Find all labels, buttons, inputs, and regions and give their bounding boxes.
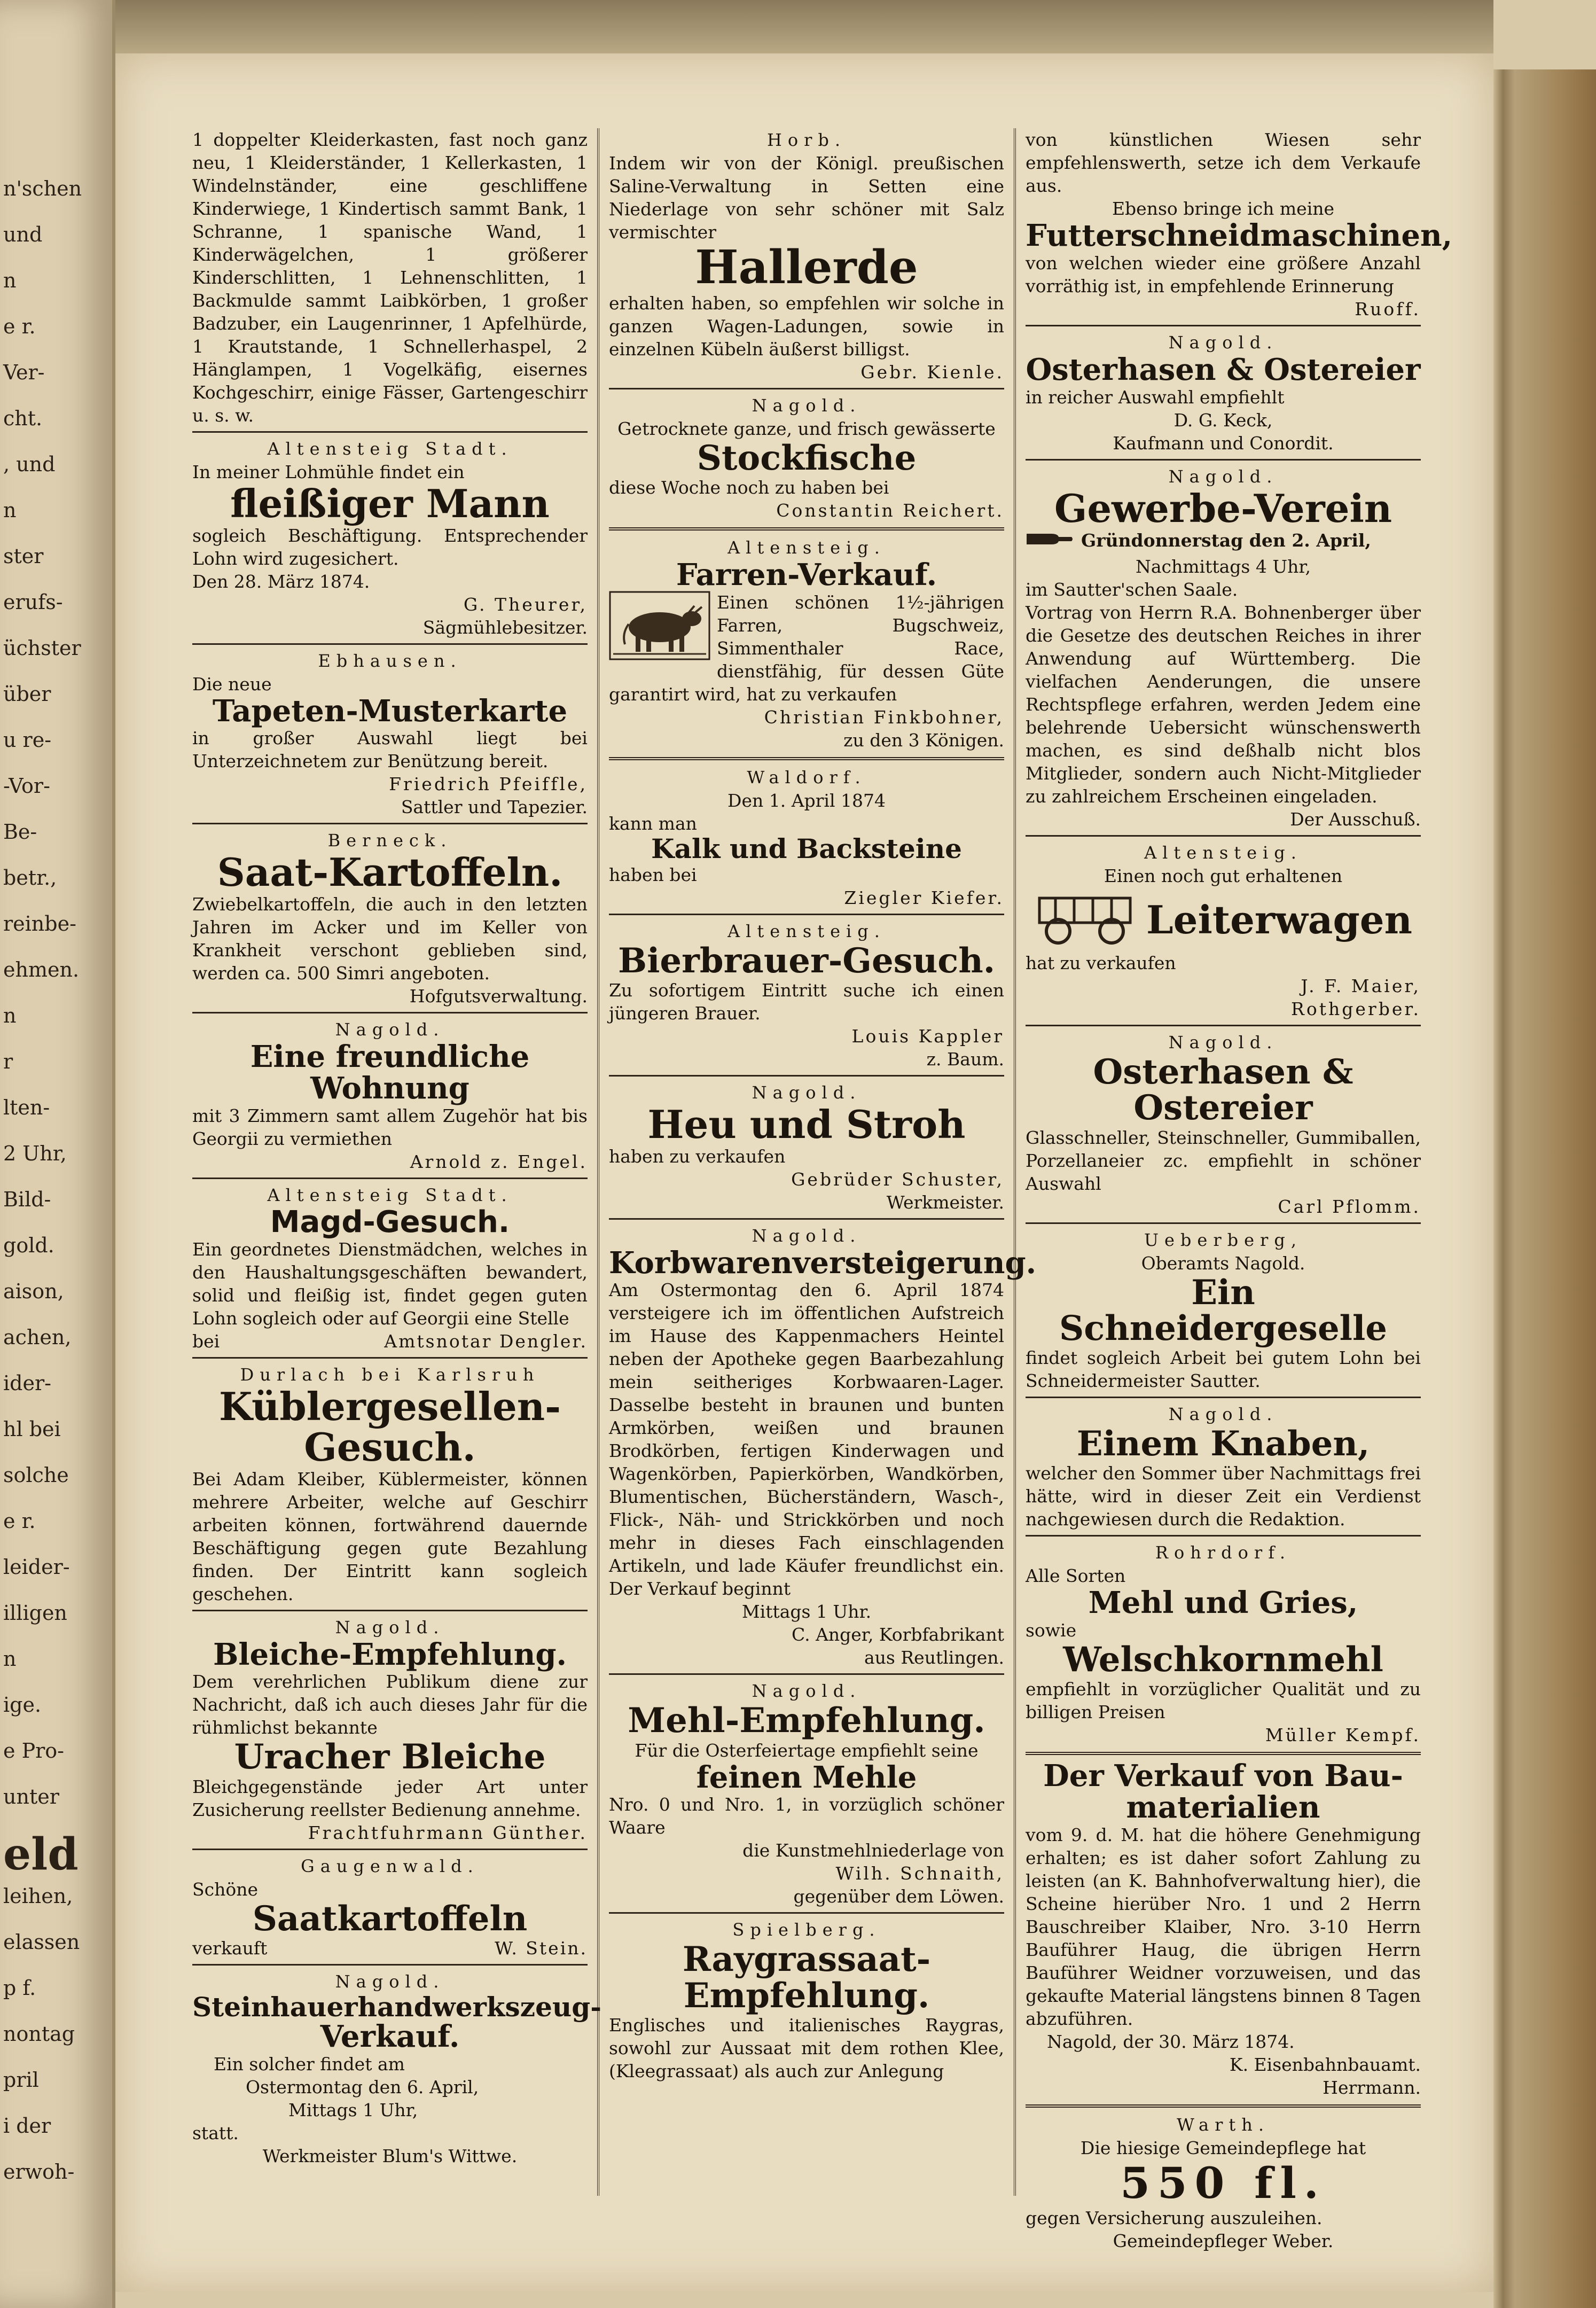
- divider: [1026, 1397, 1421, 1398]
- divider: [609, 1075, 1004, 1077]
- ad-headline: Osterhasen & Ostereier: [1026, 352, 1421, 387]
- ad-maid-wanted: [192, 1183, 588, 1353]
- ad-body: in reicher Auswahl empfiehlt: [1026, 386, 1285, 408]
- divider: [1026, 1025, 1421, 1026]
- previous-page-fragment: lten-: [3, 1096, 50, 1119]
- previous-page-fragment: i der: [3, 2114, 51, 2138]
- divider: [609, 757, 1004, 760]
- ad-body: 1 doppelter Kleiderkasten, fast noch ganz neu, 1 Kleiderständer, 1 Kellerkasten, 1 Windelnständer, eine geschliffene Kinderwiege, 1 Kindertisch sammt Bank, 1 Schranne, 1 spanische Wand, 1 Kinderwägelchen, 1 größerer Kinderschlitten, 1 Lehnenschlitten, 1 Backmulde sammt Laibkörben, 1 großer Badzuber, ein Laugenrinner, 1 Apfelhürde, 1 Krautstande, 1 Schnellerhaspel, 2 Hänglampen, 1 Vogelkäfig, eisernes Kochgeschirr, einige Fässer, Gartengeschirr u. s. w.: [192, 129, 588, 426]
- previous-page-fragment: Be-: [3, 820, 37, 844]
- divider: [609, 1912, 1004, 1914]
- ad-where: im Sautter'schen Saale.: [1026, 579, 1238, 601]
- ad-body: vom 9. d. M. hat die höhere Genehmigung erhalten; es ist daher sofort Zahlung zu leisten (an K. Bahnhofverwaltung hier), die Scheine hierüber Nro. 1 und 2 Herrn Bauschreiber Klaiber, Nro. 3-10 Herrn Bauführer Haug, die übrigen Herrn Bauführer Weidner vorzuweisen, und das gekaufte Material längstens binnen 8 Tagen abzuführen.: [1026, 1824, 1421, 2029]
- ad-headline: Korbwarenversteigerung.: [609, 1245, 1037, 1281]
- column-divider: [597, 128, 599, 2196]
- ad-signature-title: Herrmann.: [1323, 2077, 1421, 2098]
- ad-place: Ueberberg,: [1144, 1229, 1302, 1250]
- ad-headline: Mehl und Gries,: [1088, 1585, 1358, 1621]
- ad-signature-title: gegenüber dem Löwen.: [793, 1886, 1004, 1907]
- previous-page-fragment: ider-: [3, 1371, 51, 1395]
- ad-bull-sale: [609, 536, 1004, 752]
- ad-signature-prefix: verkauft: [192, 1937, 268, 1959]
- ad-bleaching: [192, 1616, 588, 1844]
- ad-subplace: Oberamts Nagold.: [1141, 1252, 1305, 1274]
- ad-headline: Saat-Kartoffeln.: [217, 849, 563, 895]
- ad-headline-continued: materialien: [1126, 1789, 1320, 1825]
- ad-body: sogleich Beschäftigung. Entsprechender Lohn wird zugesichert.: [192, 525, 588, 569]
- ad-line: statt.: [192, 2123, 239, 2144]
- ad-body: Vortrag von Herrn R.A. Bohnenberger über die Gesetze des deutschen Reiches in ihrer Anwendung auf Württemberg. Die vielfachen Aenderungen, die unsere Rechtspflege erfahren, werden Jedem eine belehrende Uebersicht wünschenswerth machen, es sind deßhalb nicht blos Mitglieder, sondern auch Nicht-Mitglieder zu zahlreichem Erscheinen eingeladen.: [1026, 602, 1421, 807]
- divider: [1026, 1535, 1421, 1537]
- previous-page-fragment: n: [3, 1004, 17, 1027]
- ad-subheadline: Uracher Bleiche: [234, 1737, 546, 1777]
- ad-signature-title: zu den 3 Königen.: [843, 730, 1004, 751]
- previous-page-fragment: leihen,: [3, 1884, 73, 1908]
- column-2: [609, 128, 1037, 2083]
- previous-page-fragment: n'schen: [3, 177, 82, 200]
- ad-intro: Einen noch gut erhaltenen: [1104, 865, 1343, 887]
- ad-headline-row: [1026, 887, 1421, 952]
- wagon-icon: [1034, 887, 1136, 952]
- ad-wallpaper-samples: [192, 649, 588, 819]
- divider: [192, 1357, 588, 1359]
- ad-seed-potatoes-2: [192, 1854, 588, 1960]
- ad-subheadline: Welschkornmehl: [1063, 1639, 1383, 1680]
- ad-building-materials: [1026, 1760, 1421, 2099]
- ad-body: Die hiesige Gemeindepflege hat: [1080, 2137, 1366, 2158]
- ad-intro: Getrocknete ganze, und frisch gewässerte: [617, 418, 996, 440]
- divider: [1026, 2104, 1421, 2108]
- ad-line: Ostermontag den 6. April,: [246, 2077, 479, 2098]
- ad-ladder-wagon: [1026, 841, 1421, 1020]
- ad-body: Bei Adam Kleiber, Küblermeister, können mehrere Arbeiter, welche auf Geschirr arbeiten können, fortwährend dauernde Beschäftigung gegen gute Bezahlung finden. Der Eintritt kann sogleich geschehen.: [192, 1468, 588, 1604]
- ad-signature: Gebrüder Schuster,: [791, 1168, 1004, 1190]
- divider: [1026, 1752, 1421, 1755]
- ad-body: Indem wir von der Königl. preußischen Saline-Verwaltung in Setten eine Niederlage von sehr schöner mit Salz vermischter: [609, 153, 1004, 243]
- previous-page-fragment: solche: [3, 1463, 69, 1487]
- ad-signature: G. Theurer,: [463, 594, 588, 615]
- ad-body: Glasschneller, Steinschneller, Gummiballen, Porzellaneier zc. empfiehlt in schöner Auswahl: [1026, 1127, 1421, 1194]
- divider: [192, 1849, 588, 1850]
- ad-signature-row: [192, 1330, 588, 1353]
- ad-ryegrass: [609, 1918, 1004, 2082]
- ad-signature: D. G. Keck,: [1173, 409, 1273, 431]
- previous-page-fragment: , und: [3, 453, 56, 476]
- ad-signature: Müller Kempf.: [1265, 1725, 1421, 1746]
- ad-stockfish: [609, 394, 1004, 522]
- ad-stonemason-tools: [192, 1970, 601, 2167]
- ad-easter-goods-2: [1026, 1031, 1421, 1218]
- previous-page-fragment: ige.: [3, 1693, 42, 1717]
- divider: [609, 388, 1004, 389]
- ad-place: Nagold.: [752, 1681, 862, 1702]
- ad-place: Nagold.: [752, 1082, 862, 1103]
- ad-signature-title: Werkmeister.: [886, 1191, 1004, 1213]
- ad-headline: Stockfische: [697, 438, 917, 479]
- ad-place: Nagold.: [1168, 466, 1278, 487]
- ad-signature: Friedrich Pfeiffle,: [389, 774, 588, 795]
- previous-page-fragment: e r.: [3, 315, 36, 338]
- ad-signature: J. F. Maier,: [1301, 976, 1421, 997]
- divider: [192, 1012, 588, 1013]
- ad-signature: K. Eisenbahnbauamt.: [1229, 2054, 1421, 2075]
- divider: [609, 1218, 1004, 1220]
- ad-headline: Leiterwagen: [1146, 897, 1412, 943]
- ad-body: findet sogleich Arbeit bei gutem Lohn bei Schneidermeister Sautter.: [1026, 1347, 1421, 1391]
- previous-page-fragment: eld: [3, 1829, 79, 1880]
- ad-body: diese Woche noch zu haben bei: [609, 477, 889, 498]
- ad-headline: Farren-Verkauf.: [676, 557, 937, 593]
- ad-when: Gründonnerstag den 2. April,: [1081, 530, 1371, 551]
- ad-place: Nagold.: [335, 1971, 445, 1992]
- ad-cooper-journeyman: [192, 1363, 588, 1605]
- ad-body: Einen schönen 1½-jährigen Farren, Bugschweiz, Simmenthaler Race, dienstfähig, für dessen Güte garantirt wird, hat zu verkaufen: [609, 592, 1004, 705]
- ad-body: welcher den Sommer über Nachmittags frei hätte, wird in dieser Zeit ein Verdienst nachgewiesen durch die Redaktion.: [1026, 1463, 1421, 1530]
- ad-place: Nagold.: [752, 1225, 862, 1246]
- previous-page-fragment: n: [3, 269, 17, 292]
- ad-intro: Die neue: [192, 673, 272, 695]
- ad-headline-continued: Verkauf.: [320, 2019, 460, 2055]
- ad-signature: Der Ausschuß.: [1290, 809, 1421, 830]
- ad-place: Altensteig.: [727, 537, 886, 558]
- ad-signature: Carl Pflomm.: [1278, 1196, 1421, 1217]
- ad-body: Ein geordnetes Dienstmädchen, welches in den Haushaltungsgeschäften bewandert, solid und fleißig ist, findet gegen guten Lohn sogleich oder auf Georgii eine Stelle: [192, 1239, 588, 1329]
- ad-body: Zu sofortigem Eintritt suche ich einen jüngeren Brauer.: [609, 979, 1004, 1024]
- pointing-hand-icon: [1026, 528, 1074, 555]
- ad-place: Nagold.: [752, 395, 862, 416]
- previous-page-fragment: hl bei: [3, 1417, 61, 1441]
- previous-page-fragment: ster: [3, 544, 44, 568]
- previous-page-fragment: elassen: [3, 1930, 80, 1954]
- bull-icon: [609, 591, 710, 666]
- top-edge-shadow: [115, 0, 1493, 53]
- ad-seed-potatoes: [192, 829, 588, 1008]
- ad-headline: Heu und Stroh: [647, 1101, 966, 1147]
- ad-headline: Bleiche-Empfehlung.: [213, 1636, 567, 1672]
- ad-subheadline: feinen Mehle: [696, 1759, 917, 1795]
- ad-place: Durlach bei Karlsruh: [240, 1364, 540, 1385]
- ad-signature: Louis Kappler: [851, 1025, 1004, 1047]
- ad-body-2: die Kunstmehlniederlage von: [742, 1840, 1004, 1861]
- ad-body: Englisches und italienisches Raygras, sowohl zur Aussaat mit dem rothen Klee, (Kleegrassaat) als auch zur Anlegung: [609, 2014, 1004, 2081]
- previous-page-fragment: über: [3, 682, 51, 706]
- ad-headline: Mehl-Empfehlung.: [628, 1701, 985, 1741]
- ad-headline: Magd-Gesuch.: [270, 1204, 510, 1239]
- ad-lime-bricks: [609, 766, 1004, 909]
- ad-place: Altensteig Stadt.: [267, 439, 513, 459]
- ad-place: Gaugenwald.: [301, 1855, 479, 1876]
- previous-page-fragment: reinbe-: [3, 912, 76, 935]
- ad-place: Altensteig.: [727, 921, 886, 941]
- ad-intro: Ebenso bringe ich meine: [1112, 198, 1335, 219]
- ad-time: Mittags 1 Uhr.: [741, 1601, 872, 1623]
- divider: [1026, 1222, 1421, 1224]
- previous-page-fragment: achen,: [3, 1325, 72, 1349]
- ad-intro: In meiner Lohmühle findet ein: [192, 462, 465, 482]
- ad-signature: Gemeindepfleger Weber.: [1113, 2230, 1334, 2251]
- previous-page-fragment: gold.: [3, 1234, 54, 1257]
- divider: [192, 431, 588, 433]
- ad-line: Ein solcher findet am: [214, 2054, 405, 2075]
- ad-headline-continued: Empfehlung.: [683, 1975, 930, 2016]
- ad-signature-title: Sägmühlebesitzer.: [423, 617, 588, 638]
- ad-headline: Osterhasen & Ostereier: [1093, 1052, 1354, 1128]
- ad-apartment: [192, 1018, 588, 1173]
- ad-loan: [1026, 2113, 1421, 2252]
- ad-signature: Ziegler Kiefer.: [844, 887, 1004, 908]
- divider: [192, 1610, 588, 1611]
- ad-place: Altensteig Stadt.: [267, 1184, 513, 1205]
- divider: [1026, 835, 1421, 837]
- ad-place: Nagold.: [335, 1019, 445, 1040]
- previous-page-fragment: u re-: [3, 728, 52, 752]
- ad-body: Am Ostermontag den 6. April 1874 versteigere ich im öffentlichen Aufstreich im Hause des Kappenmachers Heintel neben der Apotheke gegen Baarbezahlung mein seitheriges Korbwaaren-Lager. Dasselbe besteht in braunen und bunten Armkörben, weißen und braunen Brodkörben, fertigen Kinderwagen und Wagenkörben, Papierkörben, Wandkörben, Blumentischen, Bücherständern, Wasch-, Flick-, Näh- und Strickkörben und noch mehr in dieses Fach einschlagenden Artikeln, und lade Käufer freundlichst ein. Der Verkauf beginnt: [609, 1280, 1004, 1600]
- ad-body: Nro. 0 und Nro. 1, in vorzüglich schöner Waare: [609, 1794, 1004, 1838]
- column-1: [192, 128, 601, 2167]
- ad-body: Zwiebelkartoffeln, die auch in den letzten Jahren im Acker und im Keller von Krankheit verschont geblieben sind, werden ca. 500 Simri angeboten.: [192, 893, 588, 984]
- ad-hallerde: [609, 128, 1004, 384]
- ad-headline: Hallerde: [695, 240, 918, 294]
- previous-page-fragment: leider-: [3, 1555, 70, 1579]
- ad-place: Horb.: [766, 130, 847, 150]
- ad-signature: Amtsnotar Dengler.: [384, 1331, 588, 1352]
- ad-place: Nagold.: [1168, 1032, 1278, 1053]
- ad-signature: Arnold z. Engel.: [410, 1151, 588, 1172]
- previous-page-fragment: 2 Uhr,: [3, 1142, 67, 1165]
- ad-headline-continued: Gesuch.: [304, 1424, 476, 1470]
- ad-headline: Saatkartoffeln: [252, 1898, 528, 1939]
- ad-line: Mittags 1 Uhr,: [288, 2100, 418, 2121]
- ad-body: Dem verehrlichen Publikum diene zur Nachricht, daß ich auch dieses Jahr für die rühmlichst bekannte: [192, 1671, 588, 1738]
- previous-page-fragment: e r.: [3, 1509, 36, 1533]
- book-edge: [1493, 69, 1596, 2308]
- ad-headline: Futterschneidmaschinen,: [1026, 218, 1453, 253]
- ad-place: Waldorf.: [747, 767, 866, 788]
- ad-headline: Raygrassaat-: [682, 1939, 931, 1980]
- ad-date: Den 1. April 1874: [727, 790, 886, 812]
- ad-signature: Constantin Reichert.: [776, 500, 1004, 521]
- ad-flour: [609, 1679, 1004, 1908]
- ad-signature: Werkmeister Blum's Wittwe.: [262, 2146, 518, 2167]
- ad-intro: Alle Sorten: [1026, 1565, 1126, 1587]
- previous-page-fragment: unter: [3, 1785, 59, 1808]
- ad-place: Altensteig.: [1144, 843, 1302, 863]
- ad-signature: Christian Finkbohner,: [764, 707, 1004, 728]
- previous-page-fragment: pril: [3, 2068, 39, 2092]
- ad-place: Rohrdorf.: [1155, 1542, 1292, 1563]
- ad-body: mit 3 Zimmern samt allem Zugehör hat bis Georgii zu vermiethen: [192, 1105, 588, 1149]
- previous-page-fragment: üchster: [3, 636, 81, 660]
- ad-date: Den 28. März 1874.: [192, 571, 370, 592]
- ad-place: Nagold.: [1168, 1403, 1278, 1424]
- ad-hay-straw: [609, 1081, 1004, 1214]
- previous-page-fragment: p f.: [3, 1976, 36, 2000]
- ad-amount: 550 fl.: [1120, 2157, 1326, 2208]
- ad-body-2: Bleichgegenstände jeder Art unter Zusicherung reellster Bedienung annehme.: [192, 1776, 588, 1820]
- previous-page-fragment: Ver-: [3, 361, 45, 384]
- divider: [192, 643, 588, 645]
- ad-body: haben zu verkaufen: [609, 1145, 786, 1167]
- ad-basketware-auction: [609, 1224, 1037, 1670]
- ad-laborer-wanted: [192, 437, 588, 639]
- previous-page-fragment: aison,: [3, 1280, 64, 1303]
- ad-body-2: gegen Versicherung auszuleihen.: [1026, 2207, 1323, 2228]
- previous-page-fragment: -Vor-: [3, 774, 50, 798]
- ad-headline: Bierbrauer-Gesuch.: [617, 940, 996, 981]
- ad-body: in großer Auswahl liegt bei Unterzeichnetem zur Benützung bereit.: [192, 728, 588, 772]
- previous-page-fragment: nontag: [3, 2022, 75, 2046]
- ad-headline: Der Verkauf von Bau-: [1043, 1758, 1403, 1794]
- divider: [192, 1964, 588, 1966]
- ad-signature-title: aus Reutlingen.: [864, 1647, 1004, 1668]
- ad-place: Nagold.: [1168, 332, 1278, 353]
- ad-easter-goods: [1026, 331, 1421, 455]
- ad-flour-grits: [1026, 1541, 1421, 1746]
- ad-signature: C. Anger, Korbfabrikant: [792, 1624, 1004, 1646]
- ad-headline: Steinhauerhandwerkszeug-: [192, 1991, 601, 2023]
- ad-headline: Küblergesellen-: [218, 1384, 561, 1430]
- previous-page-fragment: erwoh-: [3, 2160, 75, 2184]
- previous-page-fragment: illigen: [3, 1601, 67, 1625]
- column-divider: [1014, 128, 1016, 2196]
- divider: [192, 1178, 588, 1179]
- ad-trade-association: [1026, 465, 1421, 831]
- ad-place: Spielberg.: [732, 1920, 881, 1940]
- divider: [609, 1673, 1004, 1675]
- ad-when-row: [1026, 528, 1421, 555]
- ad-tailor-journeyman: [1026, 1228, 1421, 1392]
- ad-signature: Gebr. Kienle.: [860, 362, 1004, 383]
- previous-page-fragment: und: [3, 223, 43, 246]
- divider: [1026, 459, 1421, 461]
- divider: [1026, 325, 1421, 326]
- ad-body: haben bei: [609, 864, 697, 885]
- ad-brewer-wanted: [609, 919, 1004, 1071]
- previous-page-fragment: erufs-: [3, 590, 63, 614]
- ad-signature: Hofgutsverwaltung.: [409, 985, 588, 1007]
- previous-page-fragment: e Pro-: [3, 1739, 65, 1763]
- previous-page-fragment: betr.,: [3, 866, 57, 890]
- ad-signature-prefix: bei: [192, 1331, 220, 1352]
- ad-headline: fleißiger Mann: [230, 481, 550, 526]
- ad-signature-title: Kaufmann und Conordit.: [1113, 432, 1334, 454]
- ad-body: von künstlichen Wiesen sehr empfehlenswerth, setze ich dem Verkaufe aus.: [1026, 129, 1421, 196]
- ad-signature: Frachtfuhrmann Günther.: [308, 1822, 588, 1843]
- previous-page-fragment: r: [3, 1050, 13, 1073]
- ad-fodder-cutters: [1026, 128, 1453, 321]
- previous-page-fragment: cht.: [3, 407, 43, 430]
- ad-signature: Wilh. Schnaith,: [835, 1863, 1004, 1884]
- ad-headline: Gewerbe-Verein: [1054, 485, 1392, 531]
- ad-signature-title: Rothgerber.: [1291, 999, 1421, 1020]
- ad-time: Nachmittags 4 Uhr,: [1135, 556, 1311, 578]
- divider: [609, 527, 1004, 531]
- previous-page-fragment: n: [3, 498, 17, 522]
- ad-headline: Kalk und Backsteine: [651, 833, 962, 865]
- previous-page-fragment: n: [3, 1647, 17, 1671]
- ad-boy-wanted: [1026, 1402, 1421, 1531]
- previous-page-fragment: Bild-: [3, 1188, 51, 1211]
- ad-intro: Schöne: [192, 1878, 258, 1900]
- column-3: [1026, 128, 1453, 2252]
- ad-body: sowie: [1026, 1619, 1077, 1641]
- ad-signature: W. Stein.: [495, 1937, 588, 1959]
- divider: [609, 914, 1004, 915]
- ad-place: Berneck.: [327, 830, 452, 851]
- ad-signature: Ruoff.: [1355, 298, 1421, 319]
- ad-place: Nagold.: [335, 1617, 445, 1638]
- ad-body: hat zu verkaufen: [1026, 953, 1176, 974]
- previous-page-fragment: ehmen.: [3, 958, 80, 981]
- ad-body-2: von welchen wieder eine größere Anzahl vorräthig ist, in empfehlende Erinnerung: [1026, 252, 1421, 297]
- ad-signature-title: Sattler und Tapezier.: [401, 797, 588, 818]
- ad-signature-row: [192, 1937, 588, 1960]
- divider: [192, 823, 588, 824]
- ad-date: Nagold, der 30. März 1874.: [1047, 2031, 1295, 2052]
- ad-intro: Für die Osterfeiertage empfiehlt seine: [635, 1740, 979, 1761]
- ad-intro: kann man: [609, 813, 697, 835]
- ad-body-2: erhalten haben, so empfehlen wir solche in ganzen Wagen-Ladungen, sowie in einzelnen Kübeln äußerst billigst.: [609, 293, 1004, 360]
- previous-page-edge: [0, 0, 115, 2308]
- ad-headline: Eine freundliche Wohnung: [250, 1039, 530, 1106]
- ad-headline: Ein Schneidergeselle: [1059, 1272, 1388, 1348]
- ad-headline: Einem Knaben,: [1076, 1423, 1370, 1464]
- ad-furniture-sale: [192, 128, 588, 427]
- ad-body-2: empfiehlt in vorzüglicher Qualität und zu billigen Preisen: [1026, 1679, 1421, 1723]
- ad-signature-title: z. Baum.: [926, 1048, 1004, 1070]
- ad-place: Ebhausen.: [318, 650, 462, 671]
- ad-place: Warth.: [1176, 2114, 1270, 2135]
- ad-headline: Tapeten-Musterkarte: [212, 693, 568, 729]
